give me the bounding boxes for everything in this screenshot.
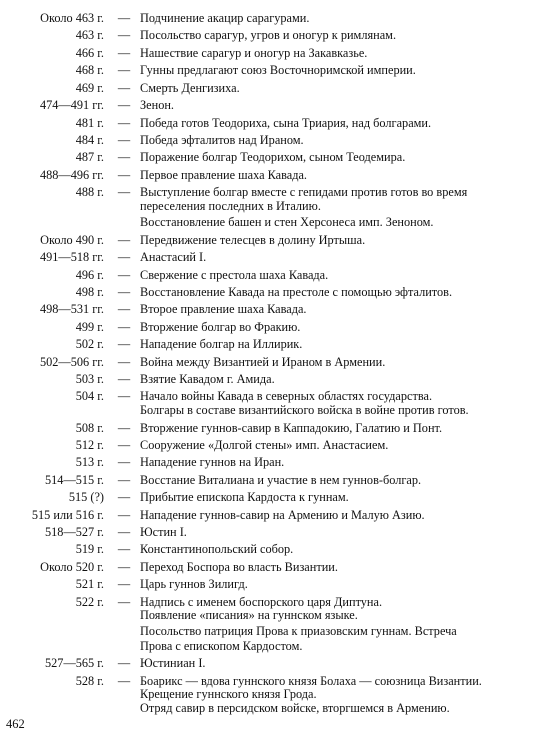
entry-event: Вторжение болгар во Фракию.: [140, 320, 301, 334]
entry-event: Анастасий I.: [140, 250, 207, 264]
chronology-entry: [0, 472, 549, 489]
chronology-entry: [0, 402, 549, 419]
entry-date: 502 г.: [75, 337, 104, 351]
entry-event: Нападение гуннов на Иран.: [140, 455, 285, 469]
chronology-entry: [0, 45, 549, 62]
entry-event: Отряд савир в персидском войске, вторгшемся в Армению.: [140, 701, 450, 715]
entry-dash: —: [117, 98, 131, 112]
entry-dash: —: [117, 508, 131, 522]
chronology-entry: [0, 249, 549, 266]
entry-date: Около 490 г.: [40, 233, 104, 247]
entry-date: 498—531 гг.: [39, 302, 104, 316]
chronology-entry: [0, 638, 549, 655]
entry-date: 504 г.: [75, 389, 104, 403]
entry-date: 528 г.: [75, 674, 104, 688]
entry-dash: —: [117, 285, 131, 299]
entry-dash: —: [117, 455, 131, 469]
entry-date: 466 г.: [75, 46, 104, 60]
entry-dash: —: [117, 656, 131, 670]
page-number: 462: [6, 717, 25, 731]
entry-dash: —: [117, 150, 131, 164]
entry-date: 463 г.: [75, 28, 104, 42]
entry-dash: —: [117, 250, 131, 264]
entry-event: Выступление болгар вместе с гепидами против готов во время: [140, 185, 468, 199]
chronology-entry: [0, 507, 549, 524]
entry-event: Прова с епископом Кардостом.: [140, 639, 303, 653]
entry-event: Боарикс — вдова гуннского князя Болаха — союзница Византии.: [140, 674, 482, 688]
entry-event: Зенон.: [140, 98, 175, 112]
chronology-entry: [0, 301, 549, 318]
entry-event: Война между Византией и Ираном в Армении.: [140, 355, 386, 369]
entry-date: 487 г.: [75, 150, 104, 164]
entry-event: Сооружение «Долгой стены» имп. Анастасием.: [140, 438, 389, 452]
entry-dash: —: [117, 595, 131, 609]
chronology-entry: [0, 559, 549, 576]
chronology-entry: [0, 319, 549, 336]
chronology-entry: [0, 541, 549, 558]
chronology-entry: [0, 80, 549, 97]
entry-date: 469 г.: [75, 81, 104, 95]
entry-date: 481 г.: [75, 116, 104, 130]
chronology-entry: [0, 655, 549, 672]
entry-event: Второе правление шаха Кавада.: [140, 302, 307, 316]
entry-event: переселения последних в Италию.: [140, 199, 321, 213]
entry-dash: —: [117, 233, 131, 247]
entry-event: Взятие Кавадом г. Амида.: [140, 372, 275, 386]
entry-event: Прибытие епископа Кардоста к гуннам.: [140, 490, 349, 504]
entry-dash: —: [117, 577, 131, 591]
chronology-entry: [0, 700, 549, 717]
entry-date: 474—491 гг.: [39, 98, 104, 112]
entry-event: Подчинение акацир сарагурами.: [140, 11, 310, 25]
chronology-entry: [0, 267, 549, 284]
chronology-entry: [0, 232, 549, 249]
entry-dash: —: [117, 674, 131, 688]
entry-event: Смерть Денгизиха.: [140, 81, 240, 95]
entry-dash: —: [117, 11, 131, 25]
entry-event: Нашествие сарагур и оногур на Закавказье.: [140, 46, 368, 60]
entry-date: 522 г.: [75, 595, 104, 609]
entry-date: 519 г.: [75, 542, 104, 556]
entry-event: Царь гуннов Зилигд.: [140, 577, 248, 591]
entry-event: Юстин I.: [140, 525, 187, 539]
entry-dash: —: [117, 63, 131, 77]
chronology-entry: [0, 214, 549, 231]
entry-dash: —: [117, 355, 131, 369]
entry-dash: —: [117, 28, 131, 42]
entry-dash: —: [117, 337, 131, 351]
entry-event: Начало войны Кавада в северных областях государства.: [140, 389, 433, 403]
entry-dash: —: [117, 473, 131, 487]
entry-date: 502—506 гг.: [39, 355, 104, 369]
entry-event: Победа готов Теодориха, сына Триария, над болгарами.: [140, 116, 432, 130]
chronology-entry: [0, 115, 549, 132]
entry-date: 513 г.: [75, 455, 104, 469]
chronology-entry: [0, 607, 549, 624]
entry-dash: —: [117, 421, 131, 435]
entry-dash: —: [117, 389, 131, 403]
chronology-entry: [0, 524, 549, 541]
entry-date: 491—518 гг.: [39, 250, 104, 264]
chronology-entry: [0, 198, 549, 215]
chronology-entry: [0, 149, 549, 166]
entry-event: Крещение гуннского князя Грода.: [140, 687, 317, 701]
entry-dash: —: [117, 133, 131, 147]
entry-date: 527—565 г.: [45, 656, 104, 670]
entry-event: Восстание Виталиана и участие в нем гуннов-болгар.: [140, 473, 422, 487]
entry-date: 518—527 г.: [45, 525, 104, 539]
entry-date: 521 г.: [75, 577, 104, 591]
chronology-entry: [0, 336, 549, 353]
entry-dash: —: [117, 168, 131, 182]
chronology-entry: [0, 10, 549, 27]
chronology-entry: [0, 354, 549, 371]
entry-dash: —: [117, 320, 131, 334]
entry-event: Первое правление шаха Кавада.: [140, 168, 307, 182]
entry-dash: —: [117, 268, 131, 282]
entry-event: Восстановление Кавада на престоле с помощью эфталитов.: [140, 285, 453, 299]
chronology-entry: [0, 489, 549, 506]
entry-date: 484 г.: [75, 133, 104, 147]
entry-event: Нападение болгар на Иллирик.: [140, 337, 303, 351]
chronology-entry: [0, 371, 549, 388]
chronology-entry: [0, 284, 549, 301]
chronology-entry: [0, 27, 549, 44]
entry-dash: —: [117, 525, 131, 539]
entry-date: 488—496 гг.: [39, 168, 104, 182]
entry-event: Передвижение телесцев в долину Иртыша.: [140, 233, 366, 247]
chronology-entry: [0, 437, 549, 454]
chronology-entry: [0, 97, 549, 114]
entry-dash: —: [117, 185, 131, 199]
entry-event: Нападение гуннов-савир на Армению и Малую Азию.: [140, 508, 425, 522]
chronology-entry: [0, 454, 549, 471]
entry-date: 468 г.: [75, 63, 104, 77]
entry-date: 515 или 516 г.: [31, 508, 104, 522]
entry-dash: —: [117, 46, 131, 60]
entry-date: 514—515 г.: [45, 473, 104, 487]
chronology-entry: [0, 167, 549, 184]
entry-date: Около 463 г.: [40, 11, 104, 25]
entry-dash: —: [117, 560, 131, 574]
entry-event: Вторжение гуннов-савир в Каппадокию, Галатию и Понт.: [140, 421, 443, 435]
chronology-entry: [0, 576, 549, 593]
entry-event: Гунны предлагают союз Восточноримской империи.: [140, 63, 416, 77]
entry-date: 508 г.: [75, 421, 104, 435]
entry-date: Около 520 г.: [40, 560, 104, 574]
entry-date: 488 г.: [75, 185, 104, 199]
entry-dash: —: [117, 372, 131, 386]
entry-dash: —: [117, 302, 131, 316]
entry-event: Юстиниан I.: [140, 656, 206, 670]
entry-event: Восстановление башен и стен Херсонеса имп. Зеноном.: [140, 215, 434, 229]
entry-dash: —: [117, 438, 131, 452]
entry-event: Константинопольский собор.: [140, 542, 294, 556]
entry-date: 515 (?): [68, 490, 104, 504]
entry-dash: —: [117, 81, 131, 95]
entry-event: Надпись с именем боспорского царя Диптуна.: [140, 595, 383, 609]
entry-date: 496 г.: [75, 268, 104, 282]
entry-dash: —: [117, 542, 131, 556]
chronology-entry: [0, 62, 549, 79]
entry-date: 499 г.: [75, 320, 104, 334]
chronology-entry: [0, 132, 549, 149]
entry-event: Посольство сарагур, угров и оногур к римлянам.: [140, 28, 397, 42]
entry-date: 498 г.: [75, 285, 104, 299]
entry-event: Переход Боспора во власть Византии.: [140, 560, 338, 574]
entry-dash: —: [117, 490, 131, 504]
chronology-entry: [0, 420, 549, 437]
entry-event: Победа эфталитов над Ираном.: [140, 133, 304, 147]
entry-event: Свержение с престола шаха Кавада.: [140, 268, 329, 282]
entry-date: 503 г.: [75, 372, 104, 386]
entry-event: Поражение болгар Теодорихом, сыном Теодемира.: [140, 150, 406, 164]
entry-date: 512 г.: [75, 438, 104, 452]
entry-event: Болгары в составе византийского войска в войне против готов.: [140, 403, 469, 417]
entry-event: Посольство патриция Прова к приазовским гуннам. Встреча: [140, 624, 457, 638]
entry-event: Появление «писания» на гуннском языке.: [140, 608, 358, 622]
entry-dash: —: [117, 116, 131, 130]
